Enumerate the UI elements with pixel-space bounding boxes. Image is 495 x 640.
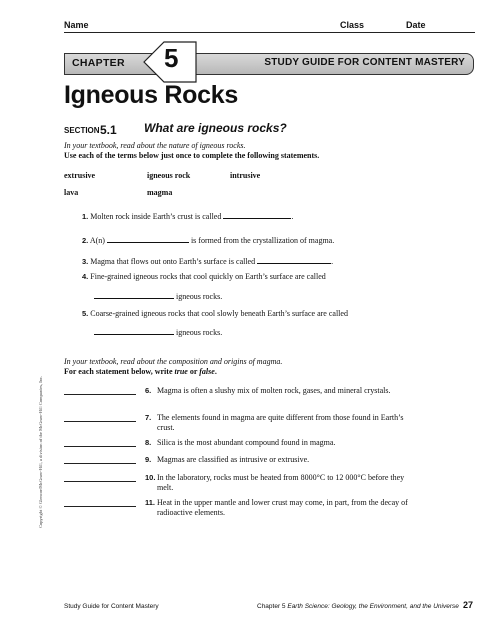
item-number: 2. <box>82 236 89 245</box>
banner-title: STUDY GUIDE FOR CONTENT MASTERY <box>264 57 465 68</box>
date-label: Date <box>406 20 426 30</box>
part1-instruction-bold: Use each of the terms below just once to complete the following statements. <box>64 151 320 160</box>
item-text: Coarse-grained igneous rocks that cool slowly beneath Earth’s surface are called <box>90 309 348 318</box>
item-number: 3. <box>82 257 89 266</box>
name-label: Name <box>64 20 89 30</box>
answer-line[interactable] <box>64 506 136 507</box>
answer-line[interactable] <box>64 421 136 422</box>
item-text-end: is formed from the crystallization of magma. <box>190 236 335 245</box>
term-magma: magma <box>147 188 173 197</box>
answer-line[interactable] <box>64 481 136 482</box>
list-item <box>145 413 415 433</box>
item-text: Heat in the upper mantle and lower crust may come, in part, from the decay of radioactive elements. <box>157 498 408 517</box>
item-text: Fine-grained igneous rocks that cool quickly on Earth’s surface are called <box>90 272 326 281</box>
list-item <box>145 438 415 448</box>
list-item <box>82 272 326 282</box>
answer-blank[interactable] <box>257 255 334 266</box>
list-item <box>82 234 334 246</box>
term-intrusive: intrusive <box>230 171 261 180</box>
list-item <box>145 498 415 518</box>
term-igneous-rock: igneous rock <box>147 171 191 180</box>
answer-blank[interactable] <box>94 326 174 335</box>
item-text: The elements found in magma are quite different from those found in Earth’s crust. <box>157 413 404 432</box>
item-number: 9. <box>145 455 152 464</box>
chapter-label: CHAPTER <box>72 57 125 69</box>
term-extrusive: extrusive <box>64 171 96 180</box>
answer-line[interactable] <box>64 463 136 464</box>
item-text: Molten rock inside Earth’s crust is called <box>90 212 222 221</box>
answer-blank[interactable] <box>107 234 189 243</box>
part1-instruction-italic: In your textbook, read about the nature of igneous rocks. <box>64 141 246 150</box>
section-number: 5.1 <box>100 123 117 137</box>
item-number: 7. <box>145 413 152 422</box>
list-item <box>145 455 415 465</box>
item-text: Magmas are classified as intrusive or extrusive. <box>157 455 310 464</box>
item-text-end: igneous rocks. <box>176 328 223 337</box>
answer-blank[interactable] <box>223 210 294 221</box>
chapter-number: 5 <box>164 43 179 73</box>
section-label: SECTION <box>64 126 100 135</box>
list-item-continuation <box>94 326 222 338</box>
section-title: What are igneous rocks? <box>144 121 287 135</box>
item-text: Magma is often a slushy mix of molten rock, gases, and mineral crystals. <box>157 386 391 395</box>
footer-chapter: Chapter 5 Earth Science: Geology, the Environment, and the Universe <box>257 603 459 610</box>
item-text-end: igneous rocks. <box>176 292 223 301</box>
item-text: A(n) <box>89 236 105 245</box>
item-number: 4. <box>82 272 89 281</box>
part2-instruction-italic: In your textbook, read about the composition and origins of magma. <box>64 357 283 366</box>
list-item <box>82 210 293 222</box>
page-title: Igneous Rocks <box>64 81 238 109</box>
item-text: In the laboratory, rocks must be heated from 8000°C to 12 000°C before they melt. <box>157 473 405 492</box>
item-text-end: . <box>331 257 334 266</box>
list-item-continuation <box>94 290 222 302</box>
item-text: Silica is the most abundant compound found in magma. <box>157 438 336 447</box>
item-number: 5. <box>82 309 89 318</box>
class-label: Class <box>340 20 365 30</box>
footer-guide-title: Study Guide for Content Mastery <box>64 603 159 610</box>
item-number: 6. <box>145 386 152 395</box>
page-number: 27 <box>462 600 473 610</box>
item-number: 11. <box>145 498 156 507</box>
list-item <box>82 255 333 267</box>
term-lava: lava <box>64 188 79 197</box>
item-text: Magma that flows out onto Earth’s surface is called <box>90 257 256 266</box>
item-number: 10. <box>145 473 156 482</box>
item-number: 8. <box>145 438 152 447</box>
header-rule <box>64 32 475 33</box>
answer-line[interactable] <box>64 446 136 447</box>
part2-instruction-bold: For each statement below, write true or false. <box>64 367 217 376</box>
list-item <box>82 309 348 319</box>
item-number: 1. <box>82 212 89 221</box>
list-item <box>145 473 415 493</box>
answer-blank[interactable] <box>94 290 174 299</box>
item-text-end: . <box>291 212 294 221</box>
answer-line[interactable] <box>64 394 136 395</box>
copyright-notice: Copyright © Glencoe/McGraw-Hill, a division of the McGraw-Hill Companies, Inc. <box>38 375 43 528</box>
list-item <box>145 386 415 396</box>
